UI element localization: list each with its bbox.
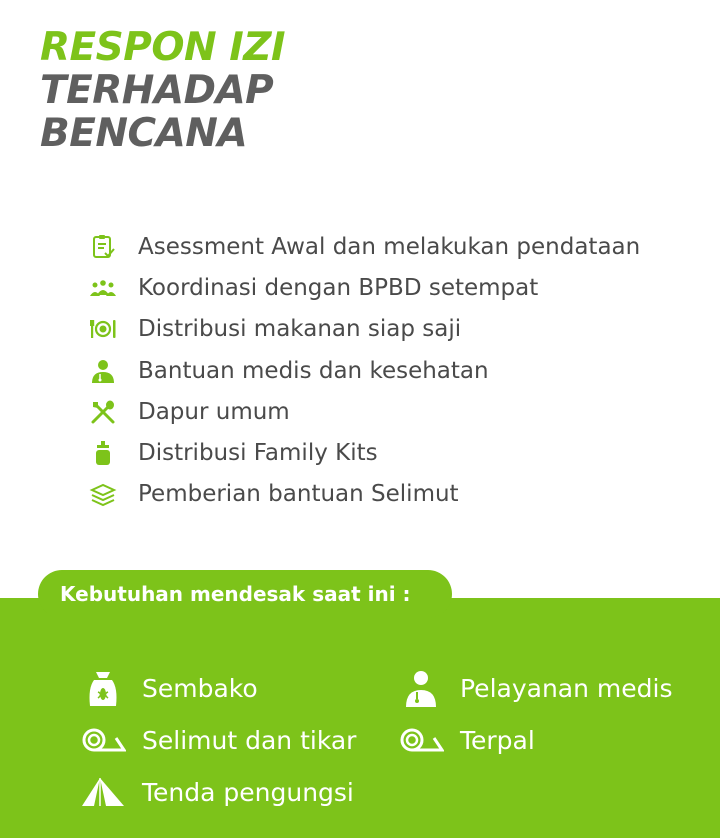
list-item bbox=[84, 432, 640, 473]
action-label: Dapur umum bbox=[138, 398, 290, 425]
need-label: Sembako bbox=[142, 673, 258, 703]
kitchen-tools-icon bbox=[84, 397, 122, 427]
need-label: Selimut dan tikar bbox=[142, 725, 357, 755]
title-line-2: TERHADAP bbox=[40, 68, 274, 113]
list-item bbox=[84, 309, 640, 350]
action-label: Koordinasi dengan BPBD setempat bbox=[138, 274, 539, 301]
list-item bbox=[84, 474, 640, 515]
list-item bbox=[84, 391, 640, 432]
need-label: Tenda pengungsi bbox=[142, 777, 354, 807]
action-label: Bantuan medis dan kesehatan bbox=[138, 357, 489, 384]
soap-bottle-icon bbox=[84, 438, 122, 468]
page-title bbox=[40, 26, 285, 155]
doctor-icon bbox=[84, 356, 122, 386]
plate-cutlery-icon bbox=[84, 314, 122, 344]
action-label: Distribusi makanan siap saji bbox=[138, 316, 462, 343]
list-item bbox=[84, 350, 640, 391]
need-label: Pelayanan medis bbox=[460, 673, 673, 703]
need-label: Terpal bbox=[460, 725, 535, 755]
group-icon bbox=[84, 273, 122, 303]
urgent-needs-heading: Kebutuhan mendesak saat ini : bbox=[38, 570, 452, 618]
action-label: Asessment Awal dan melakukan pendataan bbox=[138, 233, 641, 260]
clipboard-icon bbox=[84, 232, 122, 262]
action-label: Pemberian bantuan Selimut bbox=[138, 481, 459, 508]
title-line-3: BENCANA bbox=[40, 111, 248, 156]
title-line-1: RESPON IZI bbox=[40, 25, 286, 70]
list-item bbox=[84, 267, 640, 308]
urgent-needs-panel bbox=[0, 598, 720, 838]
list-item bbox=[84, 226, 640, 267]
action-label: Distribusi Family Kits bbox=[138, 440, 378, 467]
response-actions-list bbox=[84, 226, 640, 515]
blanket-stack-icon bbox=[84, 479, 122, 509]
